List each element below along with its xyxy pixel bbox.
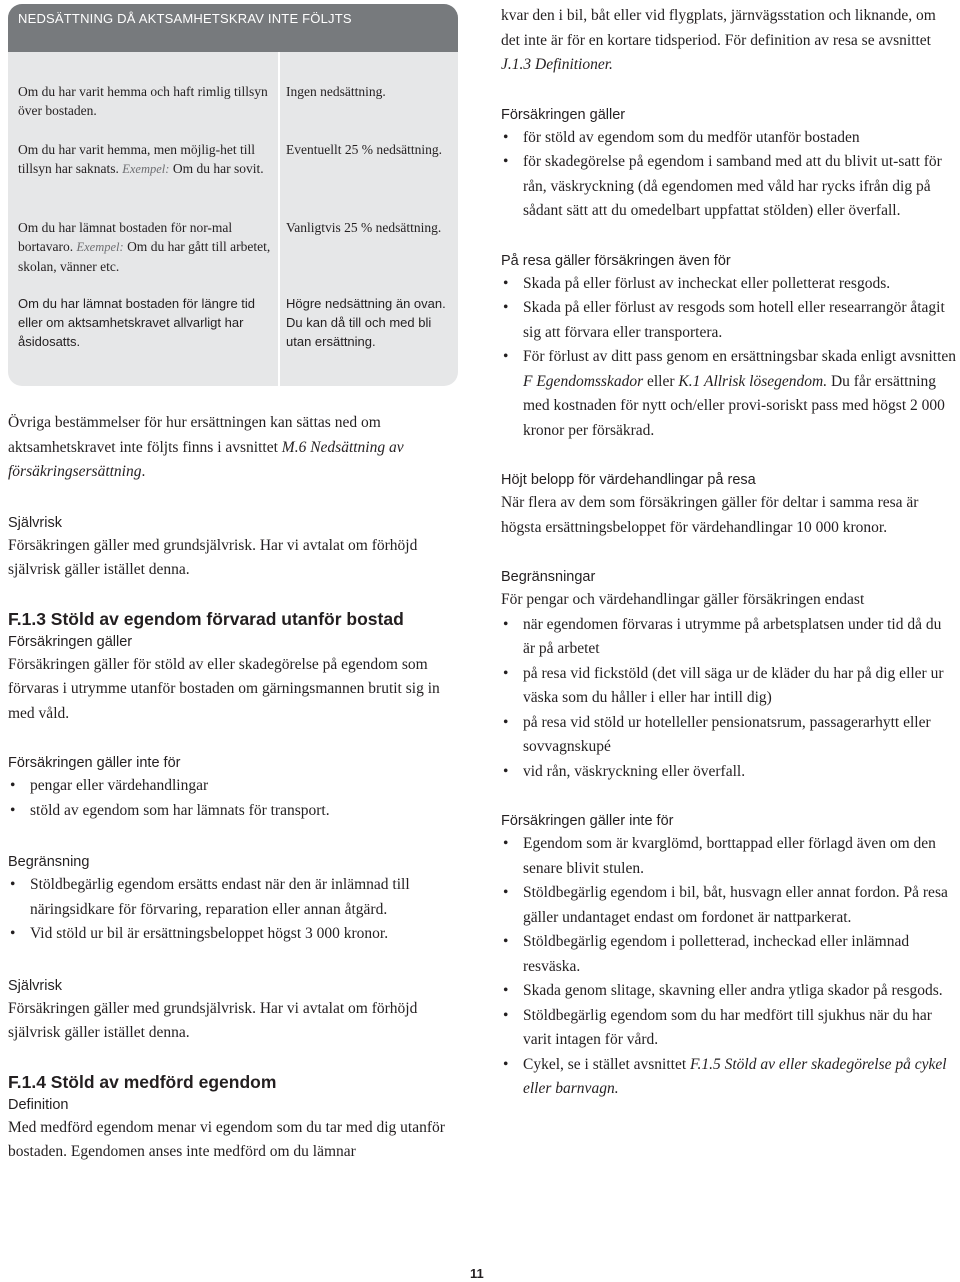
- list-item: • Egendom som är kvarglömd, borttappad eller förlagd även om den senare blivit stulen.: [501, 832, 957, 881]
- f13-not-list: [8, 774, 463, 823]
- f13-text: Försäkringen gäller för stöld av eller skadegörelse på egendom som förvaras i utrymme utanför bostaden om gärningsmannen brutit sig in med våld.: [8, 655, 440, 722]
- list-item: • Cykel, se i stället avsnittet F.1.5 Stöld av eller skadegörelse på cykel eller barnvagn.: [501, 1053, 957, 1102]
- f14-text: Med medförd egendom menar vi egendom som du tar med dig utanför bostaden. Egendomen anses inte medförd om du lämnar: [8, 1118, 445, 1160]
- right-column: [501, 4, 957, 1102]
- f13-subheading: Försäkringen gäller: [8, 633, 133, 650]
- sjalvrisk-heading: Självrisk: [8, 514, 62, 531]
- list-item: • För förlust av ditt pass genom en ersättningsbar skada enligt avsnitten F Egendomsskador eller K.1 Allrisk lösegendom. Du får ersättning med kostnaden för nytt och/eller provi-soriskt pass med högst 2 000 kronor per försäkrad.: [501, 345, 957, 443]
- f13-sjalvrisk-heading: Självrisk: [8, 977, 62, 994]
- table-row-2-condition: Om du har varit hemma, men möjlig-het till tillsyn har saknats. Exempel: Om du har sovit.: [18, 142, 264, 176]
- section-f13-title: F.1.3 Stöld av egendom förvarad utanför bostad: [8, 608, 404, 629]
- sjalvrisk-text: Försäkringen gäller med grundsjälvrisk. Har vi avtalat om förhöjd självrisk gäller istället denna.: [8, 536, 418, 578]
- resa-list: [501, 272, 957, 444]
- list-item: • Skada genom slitage, skavning eller andra ytliga skador på resgods.: [501, 979, 957, 1004]
- list-item: • Vid stöld ur bil är ersättningsbeloppet högst 3 000 kronor.: [8, 922, 463, 947]
- list-item: • vid rån, väskryckning eller överfall.: [501, 760, 957, 785]
- list-item: • Skada på eller förlust av resgods som hotell eller researrangör åtagit sig att förvara eller transportera.: [501, 296, 957, 345]
- table-row-3-result: Vanligtvis 25 % nedsättning.: [286, 220, 442, 235]
- f13-sjalvrisk-text: Försäkringen gäller med grundsjälvrisk. Har vi avtalat om förhöjd självrisk gäller istället denna.: [8, 999, 418, 1041]
- table-row-1-result: Ingen nedsättning.: [286, 84, 386, 99]
- list-item: • Stöldbegärlig egendom i polletterad, incheckad eller inlämnad resväska.: [501, 930, 957, 979]
- begransningar-heading: Begränsningar: [501, 569, 596, 585]
- page-number: 11: [470, 1266, 484, 1281]
- ovriga-paragraph: Övriga bestämmelser för hur ersättningen kan sättas ned om aktsamhetskravet inte följts finns i avsnittet M.6 Nedsättning av försäkringsersättning.: [8, 414, 404, 480]
- intro-paragraph: kvar den i bil, båt eller vid flygplats, järnvägsstation och liknande, om det inte är för en kortare tidsperiod. För definition av resa se avsnittet J.1.3 Definitioner.: [501, 7, 936, 73]
- inte-heading: Försäkringen gäller inte för: [501, 813, 674, 829]
- section-f14-title: F.1.4 Stöld av medförd egendom: [8, 1071, 277, 1092]
- begransningar-text: För pengar och värdehandlingar gäller försäkringen endast: [501, 591, 865, 608]
- list-item: • på resa vid stöld ur hotelleller pensionatsrum, passagerarhytt eller sovvagnskupé: [501, 711, 957, 760]
- list-item: • Stöldbegärlig egendom som du har medfört till sjukhus när du har varit intagen för vård.: [501, 1004, 957, 1053]
- table-row-4-result: Högre nedsättning än ovan. Du kan då till och med bli utan ersättning.: [286, 296, 446, 349]
- hojt-heading: Höjt belopp för värdehandlingar på resa: [501, 472, 756, 488]
- list-item: • stöld av egendom som har lämnats för transport.: [8, 799, 463, 824]
- galler-list: [501, 126, 957, 224]
- resa-heading: På resa gäller försäkringen även för: [501, 252, 731, 269]
- table-header: NEDSÄTTNING DÅ AKTSAMHETSKRAV INTE FÖLJTS: [8, 4, 458, 52]
- table-row-2-result: Eventuellt 25 % nedsättning.: [286, 142, 442, 157]
- f14-subheading: Definition: [8, 1096, 69, 1113]
- list-item: • Stöldbegärlig egendom ersätts endast när den är inlämnad till näringsidkare för förvaring, reparation eller annan åtgärd.: [8, 873, 463, 922]
- inte-list: [501, 832, 957, 1102]
- left-column: [8, 411, 463, 1165]
- list-item: • pengar eller värdehandlingar: [8, 774, 463, 799]
- f13-limit-list: [8, 873, 463, 947]
- list-item: • på resa vid fickstöld (det vill säga ur de kläder du har på dig eller ur väska som du håller i eller har intill dig): [501, 662, 957, 711]
- list-item: • när egendomen förvaras i utrymme på arbetsplatsen under tid då du är på arbetet: [501, 613, 957, 662]
- hojt-text: När flera av dem som försäkringen gäller för deltar i samma resa är högsta ersättningsbeloppet för värdehandlingar 10 000 kronor.: [501, 494, 919, 536]
- list-item: • Stöldbegärlig egendom i bil, båt, husvagn eller annat fordon. På resa gäller undantaget endast om fordonet är nattparkerat.: [501, 881, 957, 930]
- table-row-3-condition: Om du har lämnat bostaden för nor-mal bortavaro. Exempel: Om du har gått till arbetet, skolan, vänner etc.: [18, 220, 271, 274]
- f13-limit-heading: Begränsning: [8, 854, 90, 870]
- table-row-4-condition: Om du har lämnat bostaden för längre tid eller om aktsamhetskravet allvarligt har åsidosatts.: [18, 296, 256, 349]
- list-item: • för skadegörelse på egendom i samband med att du blivit ut-satt för rån, väskryckning (då egendomen med våld har rycks ifrån dig på sådant sätt att du omedelbart uppfattat stölden) eller överfall.: [501, 150, 957, 224]
- table-row-1-condition: Om du har varit hemma och haft rimlig tillsyn över bostaden.: [18, 84, 268, 118]
- begransningar-list: [501, 613, 957, 785]
- list-item: • Skada på eller förlust av incheckat eller polletterat resgods.: [501, 272, 957, 297]
- f13-not-heading: Försäkringen gäller inte för: [8, 755, 181, 771]
- galler-heading: Försäkringen gäller: [501, 106, 626, 123]
- table-divider: [278, 52, 280, 386]
- list-item: • för stöld av egendom som du medför utanför bostaden: [501, 126, 957, 151]
- reduction-table: [8, 4, 458, 386]
